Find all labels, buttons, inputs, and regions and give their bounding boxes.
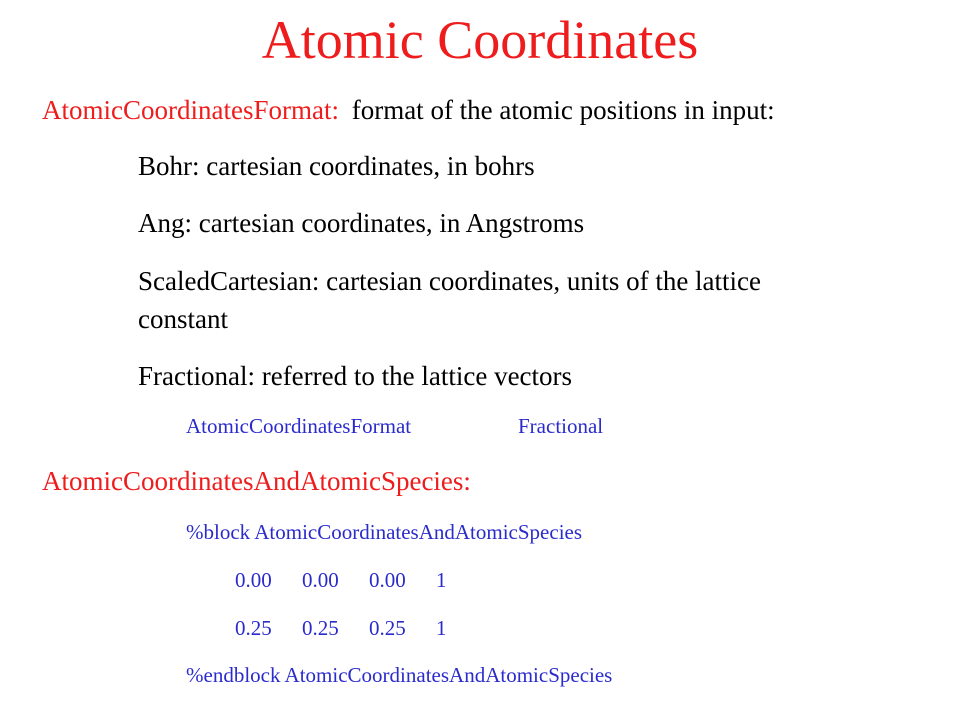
coord-y: 0.00 (302, 568, 339, 592)
example-format-value: Fractional (518, 414, 604, 438)
option-scaled-cartesian-line2: constant (138, 304, 228, 334)
block-end: %endblock AtomicCoordinatesAndAtomicSpecies (186, 663, 613, 687)
table-row (235, 567, 447, 593)
coord-x: 0.00 (235, 568, 272, 592)
species-keyword: AtomicCoordinatesAndAtomicSpecies: (42, 466, 471, 496)
coord-z: 0.00 (369, 568, 406, 592)
format-keyword: AtomicCoordinatesFormat: (42, 95, 339, 125)
coord-x: 0.25 (235, 616, 272, 640)
block-start: %block AtomicCoordinatesAndAtomicSpecies (186, 520, 583, 544)
species-index: 1 (436, 616, 447, 640)
option-fractional: Fractional: referred to the lattice vectors (138, 361, 573, 391)
page-title: Atomic Coordinates (261, 10, 699, 70)
format-description: format of the atomic positions in input: (351, 95, 775, 125)
option-scaled-cartesian-line1: ScaledCartesian: cartesian coordinates, units of the lattice (138, 266, 762, 296)
table-row (235, 615, 447, 641)
coord-y: 0.25 (302, 616, 339, 640)
coord-z: 0.25 (369, 616, 406, 640)
format-heading-line (42, 93, 775, 127)
option-ang: Ang: cartesian coordinates, in Angstroms (138, 208, 585, 238)
option-bohr: Bohr: cartesian coordinates, in bohrs (138, 151, 535, 181)
species-index: 1 (436, 568, 447, 592)
example-format-key: AtomicCoordinatesFormat (186, 414, 412, 438)
